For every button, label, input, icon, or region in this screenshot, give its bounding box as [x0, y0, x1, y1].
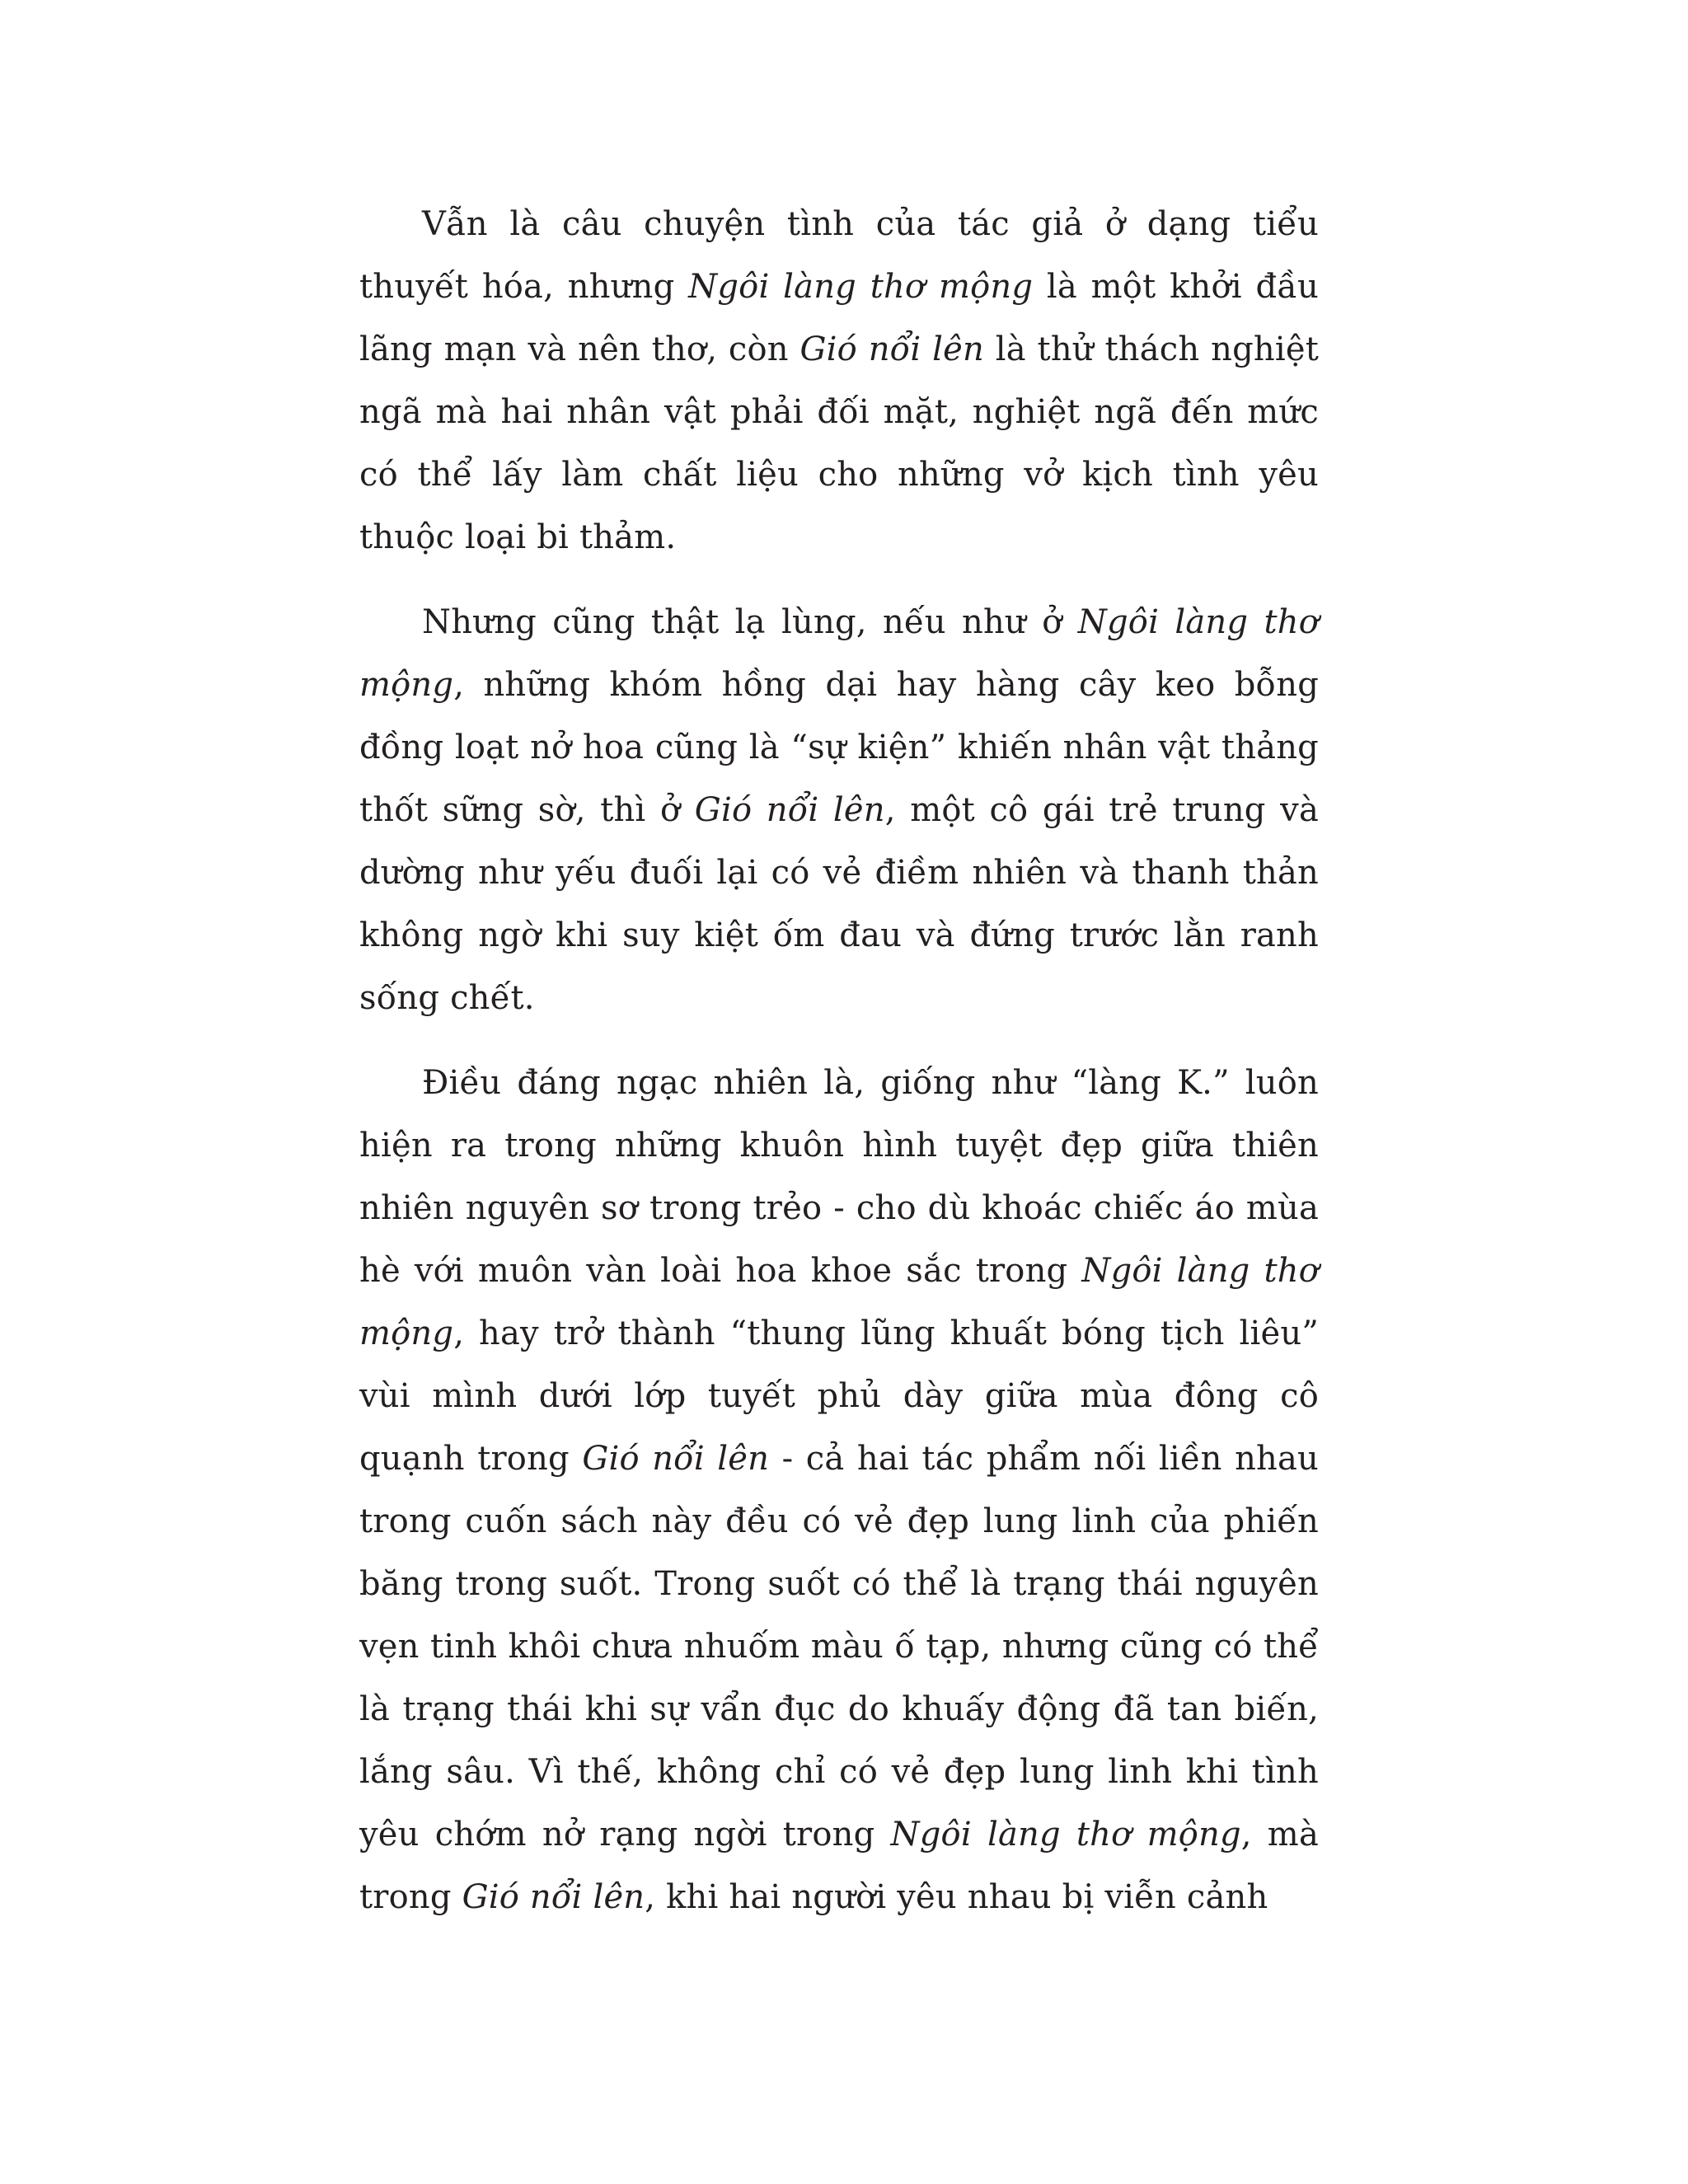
paragraph-3-text: , mà trong [359, 1816, 1319, 1916]
body-text [359, 193, 1319, 1929]
paragraph-1-text: là thử thách nghiệt ngã mà hai nhân vật phải đối mặt, nghiệt ngã đến mức có thể lấy làm chất liệu cho những vở kịch tình yêu thuộc loại bi thảm. [359, 330, 1319, 556]
paragraph-2-text: Nhưng cũng thật lạ lùng, nếu như ở [422, 603, 1078, 641]
paragraph-3-text: - cả hai tác phẩm nối liền nhau trong cuốn sách này đều có vẻ đẹp lung linh của phiến băng trong suốt. Trong suốt có thể là trạng thái nguyên vẹn tinh khôi chưa nhuốm màu ố tạp, nhưng cũng có thể là trạng thái khi sự vẩn đục do khuấy động đã tan biến, lắng sâu. Vì thế, không chỉ có vẻ đẹp lung linh khi tình yêu chớm nở rạng ngời trong [359, 1440, 1320, 1854]
paragraph-3-text: Điều đáng ngạc nhiên là, giống như “làng K.” luôn hiện ra trong những khuôn hình tuyệt đẹp giữa thiên nhiên nguyên sơ trong trẻo - cho dù khoác chiếc áo mùa hè với muôn vàn loài hoa khoe sắc trong [359, 1064, 1319, 1290]
book-title-gio-noi-len: Gió nổi lên [799, 330, 984, 368]
book-title-ngoi-lang-tho-mong: Ngôi làng thơ mộng [359, 1252, 1320, 1352]
book-title-ngoi-lang-tho-mong: Ngôi làng thơ mộng [359, 603, 1319, 704]
paragraph-2-text: , một cô gái trẻ trung và dường như yếu đuối lại có vẻ điềm nhiên và thanh thản không ngờ khi suy kiệt ốm đau và đứng trước lằn ranh sống chết. [359, 791, 1319, 1017]
paragraph-2-text: , những khóm hồng dại hay hàng cây keo bỗng đồng loạt nở hoa cũng là “sự kiện” khiến nhân vật thảng thốt sững sờ, thì ở [359, 666, 1319, 829]
paragraph-3-text: , hay trở thành “thung lũng khuất bóng tịch liêu” vùi mình dưới lớp tuyết phủ dày giữa mùa đông cô quạnh trong [359, 1315, 1319, 1478]
paragraph-2 [359, 591, 1319, 1029]
book-title-gio-noi-len: Gió nổi lên [582, 1440, 770, 1478]
book-title-ngoi-lang-tho-mong: Ngôi làng thơ mộng [688, 268, 1034, 306]
book-title-ngoi-lang-tho-mong: Ngôi làng thơ mộng [890, 1816, 1241, 1854]
book-title-gio-noi-len: Gió nổi lên [462, 1878, 645, 1916]
paragraph-1 [359, 193, 1319, 569]
paragraph-1-text: là một khởi đầu lãng mạn và nên thơ, còn [359, 268, 1319, 368]
paragraph-3 [359, 1052, 1319, 1929]
book-title-gio-noi-len: Gió nổi lên [694, 791, 885, 829]
paragraph-1-text: Vẫn là câu chuyện tình của tác giả ở dạng tiểu thuyết hóa, nhưng [359, 205, 1319, 306]
paragraph-3-text: , khi hai người yêu nhau bị viễn cảnh [645, 1878, 1268, 1916]
